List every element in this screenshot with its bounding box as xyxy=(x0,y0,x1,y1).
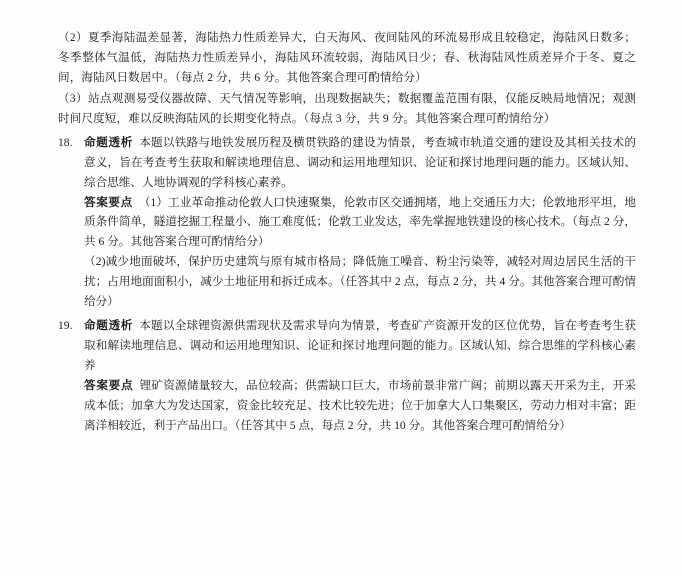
question-19-analysis xyxy=(84,316,636,376)
question-18-analysis-label: 命题透析 xyxy=(84,135,133,149)
document-content xyxy=(58,28,636,436)
question-18-answer-1 xyxy=(84,193,636,253)
question-18-analysis xyxy=(84,133,636,193)
question-18-number: 18. xyxy=(58,135,73,149)
question-19-answer-1 xyxy=(84,376,636,436)
question-19 xyxy=(58,316,636,436)
question-19-answer-1-text: 锂矿资源储量较大，品位较高；供需缺口巨大，市场前景非常广阔；前期以露天开采为主，开采成本低；加拿大为发达国家，资金比较充足、技术比较先进；位于加拿大人口集聚区，劳动力相对丰富；距离洋相较近，利于产品出口。（任答其中 5 点，每点 2 分，共 10 分。其他答案合理可酌情给分） xyxy=(84,378,636,432)
question-19-analysis-text: 本题以全球锂资源供需现状及需求导向为情景，考查矿产资源开发的区位优势，旨在考查考生获取和解读地理信息、调动和运用地理知识、论证和探讨地理问题的能力。区域认知、综合思维的学科核心素养 xyxy=(84,319,636,372)
paragraph-2: （2）夏季海陆温差显著，海陆热力性质差异大，白天海风、夜间陆风的环流易形成且较稳定，海陆风日数多；冬季整体气温低，海陆热力性质差异小，海陆风环流较弱，海陆风日少；春、秋海陆风性质差异介于冬、夏之间，海陆风日数居中。（每点 2 分，共 6 分。其他答案合理可酌情给分） xyxy=(58,31,636,84)
question-18 xyxy=(58,133,636,312)
question-19-number: 19. xyxy=(58,319,73,333)
question-18-answer-1-text: （1）工业革命推动伦敦人口快速聚集，伦敦市区交通拥堵，地上交通压力大；伦敦地形平坦，地质条件简单，隧道挖掘工程量小、施工难度低；伦敦工业发达，率先掌握地铁建设的核心技术。（每点 2 分，共 6 分。其他答案合理可酌情给分） xyxy=(84,195,636,249)
question-19-answer-label: 答案要点 xyxy=(84,378,134,392)
question-18-answer-2: （2)减少地面破坏，保护历史建筑与原有城市格局；降低施工噪音、粉尘污染等，减轻对周边居民生活的干扰；占用地面面积小，减少土地征用和拆迁成本。（任答其中 2 点，每点 2 分，共 4 分。其他答案合理可酌情给分） xyxy=(84,255,636,309)
question-19-analysis-label: 命题透析 xyxy=(84,319,133,333)
question-18-answer-label: 答案要点 xyxy=(84,195,133,209)
paragraph-3: （3）站点观测易受仪器故障、天气情况等影响，出现数据缺失；数据覆盖范围有限，仅能反映局地情况；观测时间尺度短，难以反映海陆风的长期变化特点。（每点 3 分，共 9 分。其他答案合理可酌情给分） xyxy=(58,91,636,125)
question-18-analysis-text: 本题以铁路与地铁发展历程及横贯铁路的建设为情景，考查城市轨道交通的建设及其相关技术的意义，旨在考查考生获取和解读地理信息、调动和运用地理知识、论证和探讨地理问题的能力。区域认知、综合思维、人地协调观的学科核心素养。 xyxy=(84,135,636,189)
